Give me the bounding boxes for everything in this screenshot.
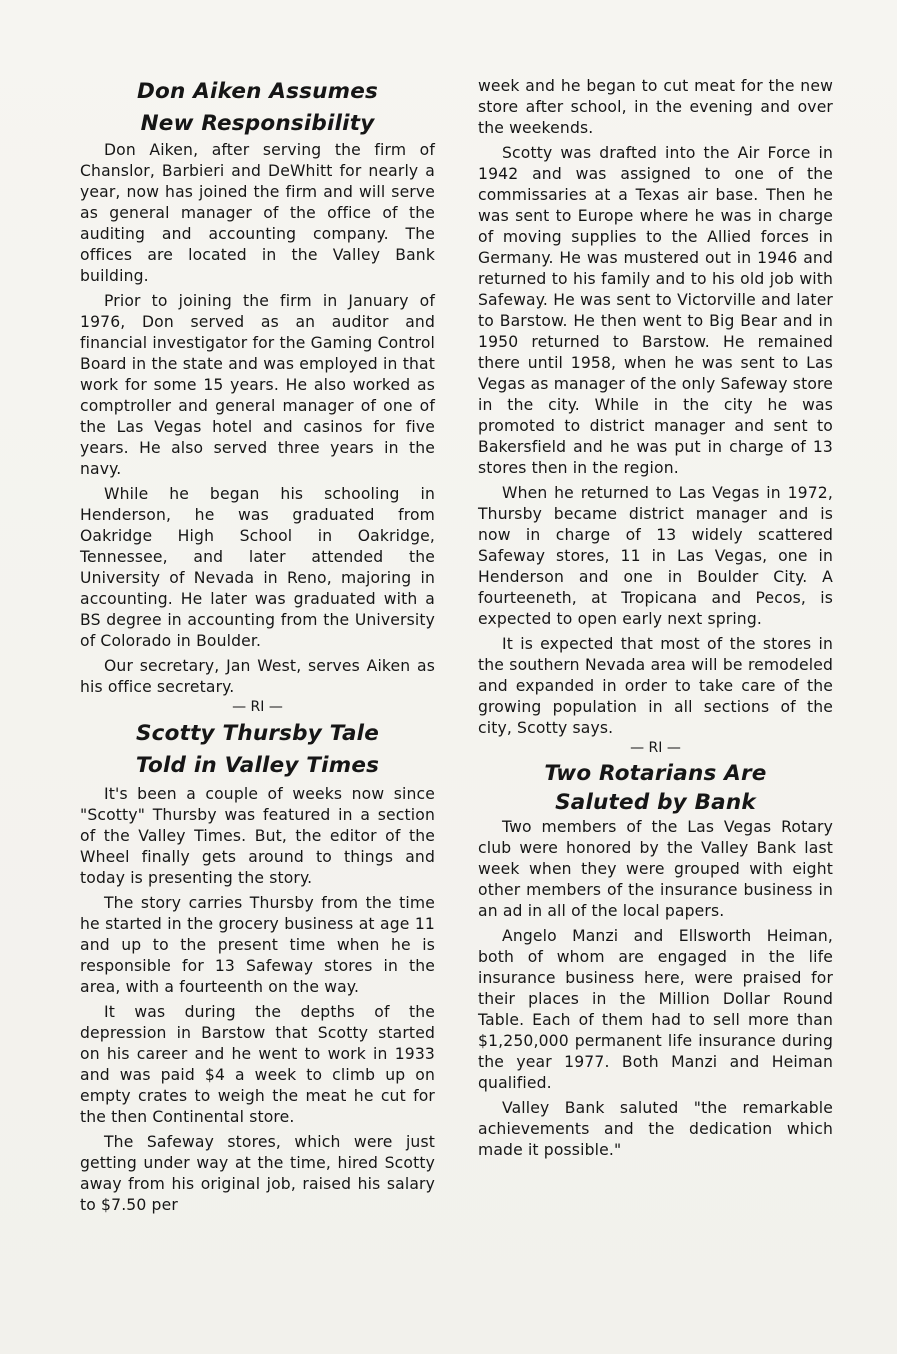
paragraph: Our secretary, Jan West, serves Aiken as his office secretary.	[80, 657, 435, 696]
right-column	[478, 76, 833, 1165]
paragraph: Scotty was drafted into the Air Force in 1942 and was assigned to one of the commissaries at a Texas air base. Then he was sent to Europe where he was in charge of moving supplies to the Allied forces in Germany. He was mustered out in 1946 and returned to his family and to his old job with Safeway. He was sent to Victorville and later to Barstow. He then went to Big Bear and in 1950 returned to Barstow. He remained there until 1958, when he was sent to Las Vegas as manager of the only Safeway store in the city. While in the city he was promoted to district manager and sent to Bakersfield and he was put in charge of 13 stores then in the region.	[478, 144, 833, 477]
paragraph: It is expected that most of the stores in the southern Nevada area will be remodeled and expanded in order to take care of the growing population in all sections of the city, Scotty says.	[478, 635, 833, 737]
article-headline	[80, 718, 435, 782]
article-headline	[478, 759, 833, 817]
left-column	[80, 76, 435, 1220]
paragraph: Valley Bank saluted "the remarkable achievements and the dedication which made it possible."	[478, 1099, 833, 1159]
paragraph: It's been a couple of weeks now since "Scotty" Thursby was featured in a section of the Valley Times. But, the editor of the Wheel finally gets around to things and today is presenting the story.	[80, 785, 435, 887]
article-headline	[80, 76, 435, 140]
paragraph: Don Aiken, after serving the firm of Chanslor, Barbieri and DeWhitt for nearly a year, now has joined the firm and will serve as general manager of the office of the auditing and accounting company. The offices are located in the Valley Bank building.	[80, 141, 435, 285]
article-scotty-thursby	[80, 718, 435, 1216]
paragraph: Prior to joining the firm in January of 1976, Don served as an auditor and financial investigator for the Gaming Control Board in the state and was employed in that work for some 15 years. He also worked as comptroller and general manager of one of the Las Vegas hotel and casinos for five years. He also served three years in the navy.	[80, 292, 435, 478]
paragraph: Two members of the Las Vegas Rotary club were honored by the Valley Bank last week when they were grouped with eight other members of the insurance business in an ad in all of the local papers.	[478, 818, 833, 920]
paragraph: When he returned to Las Vegas in 1972, Thursby became district manager and is now in charge of 13 widely scattered Safeway stores, 11 in Las Vegas, one in Henderson and one in Boulder City. A fourteeneth, at Tropicana and Pecos, is expected to open early next spring.	[478, 484, 833, 628]
paragraph: The story carries Thursby from the time he started in the grocery business at age 11 and up to the present time when he is responsible for 13 Safeway stores in the area, with a fourteenth on the way.	[80, 894, 435, 996]
section-separator: — RI —	[630, 740, 681, 756]
paragraph: Angelo Manzi and Ellsworth Heiman, both of whom are engaged in the life insurance business here, were praised for their places in the Million Dollar Round Table. Each of them had to sell more than $1,250,000 permanent life insurance during the year 1977. Both Manzi and Heiman qualified.	[478, 927, 833, 1092]
headline-line: Told in Valley Times	[135, 753, 380, 778]
section-separator: — RI —	[232, 699, 283, 715]
headline-line: Don Aiken Assumes	[136, 79, 379, 104]
paragraph: week and he began to cut meat for the new store after school, in the evening and over the weekends.	[478, 77, 833, 137]
paragraph: While he began his schooling in Henderson, he was graduated from Oakridge High School in Oakridge, Tennessee, and later attended the University of Nevada in Reno, majoring in accounting. He later was graduated with a BS degree in accounting from the University of Colorado in Boulder.	[80, 485, 435, 650]
article-don-aiken	[80, 76, 435, 716]
paragraph: It was during the depths of the depression in Barstow that Scotty started on his career and he went to work in 1933 and was paid $4 a week to climb up on empty crates to weigh the meat he cut for the then Continental store.	[80, 1003, 435, 1126]
headline-line: Two Rotarians Are	[544, 761, 767, 786]
headline-line: New Responsibility	[140, 111, 375, 136]
article-scotty-thursby-continued	[478, 76, 833, 757]
article-two-rotarians	[478, 759, 833, 1161]
headline-line: Saluted by Bank	[555, 790, 756, 815]
headline-line: Scotty Thursby Tale	[136, 721, 379, 746]
paragraph: The Safeway stores, which were just getting under way at the time, hired Scotty away from his original job, raised his salary to $7.50 per	[80, 1133, 435, 1214]
